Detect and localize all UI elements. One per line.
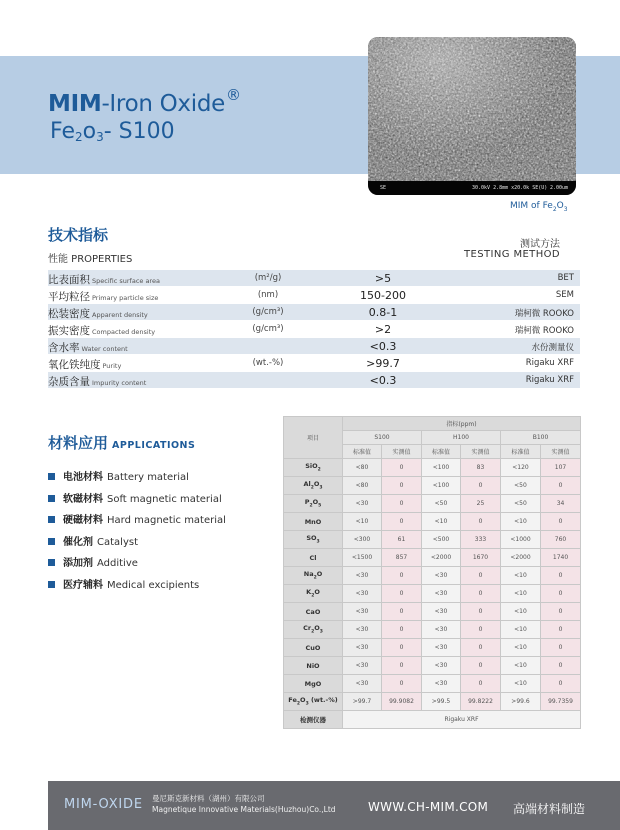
property-name-en: Water content xyxy=(81,345,128,353)
spec-standard-value: <30 xyxy=(343,657,382,675)
spec-measured-value: 0 xyxy=(461,513,501,531)
spec-item-part: P xyxy=(304,498,310,507)
spec-measured-value: 99.7359 xyxy=(541,693,581,711)
application-name-cn: 硬磁材料 xyxy=(63,515,103,526)
spec-measured-value: 99.9082 xyxy=(382,693,422,711)
property-method: 水份测量仪 xyxy=(531,343,574,353)
spec-measured-value: 83 xyxy=(461,459,501,477)
property-name-cn: 氧化铁纯度 xyxy=(48,359,101,371)
property-method: BET xyxy=(557,273,574,283)
applications-list xyxy=(48,468,226,597)
spec-standard-value: <100 xyxy=(422,459,461,477)
registered-mark: ® xyxy=(226,86,241,104)
application-item xyxy=(48,511,226,533)
product-grade: - S100 xyxy=(103,119,175,144)
spec-item-sub: 2 xyxy=(310,485,314,491)
spec-measured-value: 0 xyxy=(382,477,422,495)
spec-measured-value: 857 xyxy=(382,549,422,567)
spec-item-part2: O xyxy=(313,480,320,489)
bullet-square-icon xyxy=(48,516,55,523)
spec-measured-value: 0 xyxy=(541,477,581,495)
spec-standard-value: <50 xyxy=(422,495,461,513)
spec-item-part: Cr xyxy=(303,624,312,633)
spec-measured-value: 34 xyxy=(541,495,581,513)
spec-standard-value: <10 xyxy=(501,657,541,675)
spec-measured-value: 0 xyxy=(382,495,422,513)
property-name-en: Purity xyxy=(102,362,122,370)
standard-value-header: 标准值 xyxy=(422,445,461,459)
spec-standard-value: <120 xyxy=(501,459,541,477)
application-name-en: Medical excipients xyxy=(107,579,200,591)
spec-standard-value: <100 xyxy=(422,477,461,495)
property-row xyxy=(48,270,580,287)
product-formula xyxy=(50,119,175,144)
property-name-en: Primary particle size xyxy=(92,294,159,302)
spec-standard-value: <10 xyxy=(422,513,461,531)
spec-row xyxy=(284,585,581,603)
spec-measured-value: 0 xyxy=(461,657,501,675)
property-method: SEM xyxy=(555,290,574,300)
property-method: 瑞柯微 ROOKO xyxy=(514,326,574,336)
spec-item-part: CaO xyxy=(305,607,321,616)
spec-item-part2: O xyxy=(316,570,323,579)
spec-standard-value: <80 xyxy=(343,477,382,495)
impurity-spec-table xyxy=(283,416,581,729)
properties-heading: 技术指标 xyxy=(48,226,109,244)
sem-info: 30.0kV 2.8mm x20.0k SE(U) xyxy=(472,185,548,191)
spec-measured-value: 1740 xyxy=(541,549,581,567)
spec-item-sub: 3 xyxy=(316,539,320,545)
formula-o: o xyxy=(82,119,97,144)
spec-standard-value: <1000 xyxy=(501,531,541,549)
grade-header: S100 xyxy=(343,431,422,445)
spec-item-part2: O xyxy=(314,588,320,597)
sem-texture xyxy=(368,37,576,195)
sem-mode-label: SE xyxy=(380,185,387,191)
spec-item-part2: O xyxy=(300,696,306,705)
spec-measured-value: 0 xyxy=(382,513,422,531)
spec-measured-value: 99.8222 xyxy=(461,693,501,711)
property-row xyxy=(48,372,580,389)
sem-scale: 2.00um xyxy=(550,185,569,191)
sem-caption-text: MIM of Fe xyxy=(510,201,553,211)
spec-standard-value: >99.7 xyxy=(343,693,382,711)
sem-micrograph xyxy=(368,37,576,195)
testing-method-en: TESTING METHOD xyxy=(464,249,560,260)
spec-measured-value: 760 xyxy=(541,531,581,549)
formula-sub-3: 3 xyxy=(96,130,104,144)
property-value: >99.7 xyxy=(366,357,400,370)
spec-measured-value: 0 xyxy=(541,657,581,675)
sem-caption xyxy=(510,201,568,213)
property-name-cn: 松装密度 xyxy=(48,308,90,320)
spec-row xyxy=(284,621,581,639)
spec-item-unit: (wt.-%) xyxy=(308,696,338,705)
spec-standard-value: <500 xyxy=(422,531,461,549)
spec-standard-value: <1500 xyxy=(343,549,382,567)
spec-item-part: MnO xyxy=(304,517,322,526)
application-item xyxy=(48,554,226,576)
spec-row xyxy=(284,459,581,477)
property-name xyxy=(48,374,146,389)
spec-item xyxy=(284,675,343,693)
application-name-en: Soft magnetic material xyxy=(107,493,222,505)
property-value: <0.3 xyxy=(369,340,397,353)
grade-header: H100 xyxy=(422,431,501,445)
application-item xyxy=(48,533,226,555)
applications-heading xyxy=(48,432,195,453)
spec-measured-value: 0 xyxy=(461,621,501,639)
properties-table xyxy=(48,270,580,389)
spec-item xyxy=(284,567,343,585)
spec-measured-value: 0 xyxy=(541,675,581,693)
spec-item xyxy=(284,495,343,513)
property-name xyxy=(48,323,155,338)
application-name-en: Additive xyxy=(97,558,138,569)
spec-row xyxy=(284,513,581,531)
property-value: <0.3 xyxy=(369,374,397,387)
spec-measured-value: 0 xyxy=(541,639,581,657)
spec-item-sub2: 3 xyxy=(319,485,323,491)
spec-standard-value: <2000 xyxy=(422,549,461,567)
spec-row xyxy=(284,693,581,711)
spec-measured-value: 0 xyxy=(461,603,501,621)
spec-standard-value: <2000 xyxy=(501,549,541,567)
spec-item-part2: O xyxy=(314,624,320,633)
spec-standard-value: <30 xyxy=(343,603,382,621)
spec-item-part: Cl xyxy=(309,553,317,562)
spec-item-part: K xyxy=(306,588,312,597)
spec-row xyxy=(284,549,581,567)
footer-brand: MIM-OXIDE xyxy=(64,797,143,812)
spec-instrument-label: 检测仪器 xyxy=(284,711,343,729)
spec-item-sub2: 3 xyxy=(305,701,309,707)
brand-name: MIM xyxy=(48,91,102,117)
spec-row xyxy=(284,495,581,513)
spec-measured-value: 0 xyxy=(461,567,501,585)
applications-heading-cn: 材料应用 xyxy=(48,434,109,452)
spec-item xyxy=(284,531,343,549)
spec-item-sub: 2 xyxy=(313,575,317,581)
spec-measured-value: 0 xyxy=(541,585,581,603)
footer-company-en: Magnetique Innovative Materials(Huzhou)Co.,Ltd xyxy=(152,805,336,814)
footer-bar xyxy=(48,781,620,830)
spec-standard-value: <50 xyxy=(501,477,541,495)
spec-item-part2: O xyxy=(312,498,319,507)
property-method: Rigaku XRF xyxy=(525,375,574,385)
spec-measured-value: 0 xyxy=(382,585,422,603)
spec-standard-value: <10 xyxy=(501,603,541,621)
spec-row xyxy=(284,531,581,549)
spec-row xyxy=(284,603,581,621)
spec-measured-value: 0 xyxy=(541,567,581,585)
property-row xyxy=(48,355,580,372)
property-name-cn: 含水率 xyxy=(48,342,80,354)
spec-item-sub2: 5 xyxy=(318,503,322,509)
spec-item-part: Na xyxy=(303,570,314,579)
spec-measured-value: 0 xyxy=(541,603,581,621)
spec-standard-value: <30 xyxy=(422,621,461,639)
spec-measured-value: 0 xyxy=(382,675,422,693)
spec-item-sub2: 3 xyxy=(319,629,323,635)
spec-standard-value: <30 xyxy=(343,675,382,693)
spec-measured-value: 1670 xyxy=(461,549,501,567)
bullet-square-icon xyxy=(48,559,55,566)
spec-item xyxy=(284,621,343,639)
property-name-en: Specific surface area xyxy=(92,277,160,285)
property-row xyxy=(48,287,580,304)
spec-standard-value: <10 xyxy=(501,513,541,531)
property-row xyxy=(48,338,580,355)
spec-row xyxy=(284,639,581,657)
property-name xyxy=(48,306,148,321)
application-name-en: Catalyst xyxy=(97,536,138,548)
spec-measured-value: 0 xyxy=(382,567,422,585)
spec-measured-value: 0 xyxy=(382,621,422,639)
sem-info-bar xyxy=(368,181,576,195)
spec-standard-value: <30 xyxy=(343,567,382,585)
sem-caption-o: O xyxy=(556,201,564,211)
spec-row xyxy=(284,567,581,585)
application-name-cn: 软磁材料 xyxy=(63,493,103,505)
spec-standard-value: >99.6 xyxy=(501,693,541,711)
application-name-cn: 添加剂 xyxy=(63,558,93,569)
bullet-square-icon xyxy=(48,473,55,480)
spec-measured-value: 0 xyxy=(382,657,422,675)
spec-measured-value: 0 xyxy=(382,639,422,657)
grade-header: B100 xyxy=(501,431,581,445)
property-name-en: Impurity content xyxy=(92,379,147,387)
spec-row xyxy=(284,657,581,675)
property-value: 150-200 xyxy=(360,289,406,302)
spec-measured-value: 0 xyxy=(541,621,581,639)
application-item xyxy=(48,490,226,512)
spec-item-sub: 2 xyxy=(309,503,313,509)
footer-company-cn: 曼尼斯克新材料（湖州）有限公司 xyxy=(152,794,265,803)
property-value: 0.8-1 xyxy=(368,306,398,319)
spec-item-part: MgO xyxy=(304,679,322,688)
spec-standard-value: <80 xyxy=(343,459,382,477)
property-name-en: Compacted density xyxy=(92,328,156,336)
property-unit: (wt.-%) xyxy=(252,358,284,368)
spec-standard-value: <30 xyxy=(422,657,461,675)
property-name xyxy=(48,340,128,355)
spec-standard-value: <30 xyxy=(422,603,461,621)
application-name-cn: 医疗辅料 xyxy=(63,579,103,591)
spec-item-header: 项目 xyxy=(284,417,343,459)
spec-index-header: 指标(ppm) xyxy=(343,417,581,431)
spec-standard-value: <30 xyxy=(343,621,382,639)
spec-measured-value: 0 xyxy=(541,513,581,531)
spec-standard-value: <10 xyxy=(501,639,541,657)
spec-standard-value: <30 xyxy=(422,639,461,657)
spec-item xyxy=(284,657,343,675)
spec-standard-value: <30 xyxy=(343,585,382,603)
spec-item xyxy=(284,639,343,657)
property-name-cn: 比表面积 xyxy=(48,274,90,286)
spec-measured-value: 0 xyxy=(461,477,501,495)
sem-caption-sub1: 2 xyxy=(552,205,557,213)
property-unit: (nm) xyxy=(257,290,279,300)
spec-standard-value: <10 xyxy=(501,567,541,585)
spec-instrument-row xyxy=(284,711,581,729)
spec-measured-value: 0 xyxy=(382,603,422,621)
bullet-square-icon xyxy=(48,495,55,502)
application-name-en: Battery material xyxy=(107,472,189,483)
application-name-cn: 电池材料 xyxy=(63,472,103,483)
spec-measured-value: 0 xyxy=(382,459,422,477)
spec-standard-value: <10 xyxy=(501,675,541,693)
spec-item-sub: 2 xyxy=(317,467,321,473)
property-name xyxy=(48,357,121,372)
application-name-cn: 催化剂 xyxy=(63,536,93,548)
applications-heading-en: APPLICATIONS xyxy=(112,440,196,451)
spec-measured-value: 0 xyxy=(461,639,501,657)
property-unit: (g/cm³) xyxy=(252,324,284,334)
spec-instrument-value: Rigaku XRF xyxy=(343,711,581,729)
property-row xyxy=(48,321,580,338)
spec-item-sub: 2 xyxy=(296,701,301,707)
property-name xyxy=(48,289,158,304)
measured-value-header: 实测值 xyxy=(461,445,501,459)
property-name-cn: 杂质含量 xyxy=(48,376,90,388)
spec-measured-value: 0 xyxy=(461,675,501,693)
spec-item xyxy=(284,459,343,477)
spec-standard-value: <10 xyxy=(501,621,541,639)
spec-standard-value: <10 xyxy=(501,585,541,603)
spec-item xyxy=(284,513,343,531)
standard-value-header: 标准值 xyxy=(343,445,382,459)
application-item xyxy=(48,576,226,598)
product-name: -Iron Oxide xyxy=(101,91,225,117)
spec-standard-value: <30 xyxy=(343,495,382,513)
measured-value-header: 实测值 xyxy=(541,445,581,459)
property-value: >5 xyxy=(374,272,392,285)
spec-item-part: NiO xyxy=(306,661,320,670)
spec-item-part: Al xyxy=(303,480,311,489)
property-row xyxy=(48,304,580,321)
spec-standard-value: <10 xyxy=(343,513,382,531)
spec-standard-value: <50 xyxy=(501,495,541,513)
testing-method-cn: 测试方法 xyxy=(520,239,560,250)
spec-standard-value: <300 xyxy=(343,531,382,549)
property-method: 瑞柯微 ROOKO xyxy=(514,309,574,319)
spec-item-part: Fe xyxy=(288,696,297,705)
footer-slogan: 高端材料制造 xyxy=(513,802,586,816)
application-name-en: Hard magnetic material xyxy=(107,515,226,526)
spec-measured-value: 107 xyxy=(541,459,581,477)
spec-row xyxy=(284,675,581,693)
property-unit: (g/cm³) xyxy=(252,307,284,317)
standard-value-header: 标准值 xyxy=(501,445,541,459)
bullet-square-icon xyxy=(48,581,55,588)
spec-item-sub: 2 xyxy=(311,593,315,599)
spec-item xyxy=(284,477,343,495)
spec-item xyxy=(284,603,343,621)
spec-item xyxy=(284,585,343,603)
measured-value-header: 实测值 xyxy=(382,445,422,459)
spec-item xyxy=(284,549,343,567)
properties-subheading: 性能 PROPERTIES xyxy=(48,254,133,265)
property-name xyxy=(48,272,160,287)
property-value: >2 xyxy=(374,323,392,336)
spec-standard-value: <30 xyxy=(343,639,382,657)
property-name-en: Apparent density xyxy=(92,311,148,319)
spec-item xyxy=(284,693,343,711)
footer-website-link[interactable]: WWW.CH-MIM.COM xyxy=(368,800,489,814)
product-title xyxy=(48,86,241,117)
spec-measured-value: 25 xyxy=(461,495,501,513)
spec-measured-value: 333 xyxy=(461,531,501,549)
spec-measured-value: 61 xyxy=(382,531,422,549)
spec-measured-value: 0 xyxy=(461,585,501,603)
application-item xyxy=(48,468,226,490)
formula-fe: Fe xyxy=(50,119,75,144)
spec-item-part: SiO xyxy=(305,462,318,471)
property-unit: (m²/g) xyxy=(254,273,282,283)
property-name-cn: 平均粒径 xyxy=(48,291,90,303)
spec-item-part: CuO xyxy=(305,643,321,652)
spec-item-part: SO xyxy=(306,534,317,543)
spec-standard-value: <30 xyxy=(422,585,461,603)
spec-row xyxy=(284,477,581,495)
property-name-cn: 振实密度 xyxy=(48,325,90,337)
sem-caption-sub2: 3 xyxy=(563,205,568,213)
spec-item-sub: 2 xyxy=(311,629,315,635)
bullet-square-icon xyxy=(48,538,55,545)
property-method: Rigaku XRF xyxy=(525,358,574,368)
formula-sub-2: 2 xyxy=(75,130,83,144)
spec-standard-value: >99.5 xyxy=(422,693,461,711)
spec-standard-value: <30 xyxy=(422,675,461,693)
spec-standard-value: <30 xyxy=(422,567,461,585)
